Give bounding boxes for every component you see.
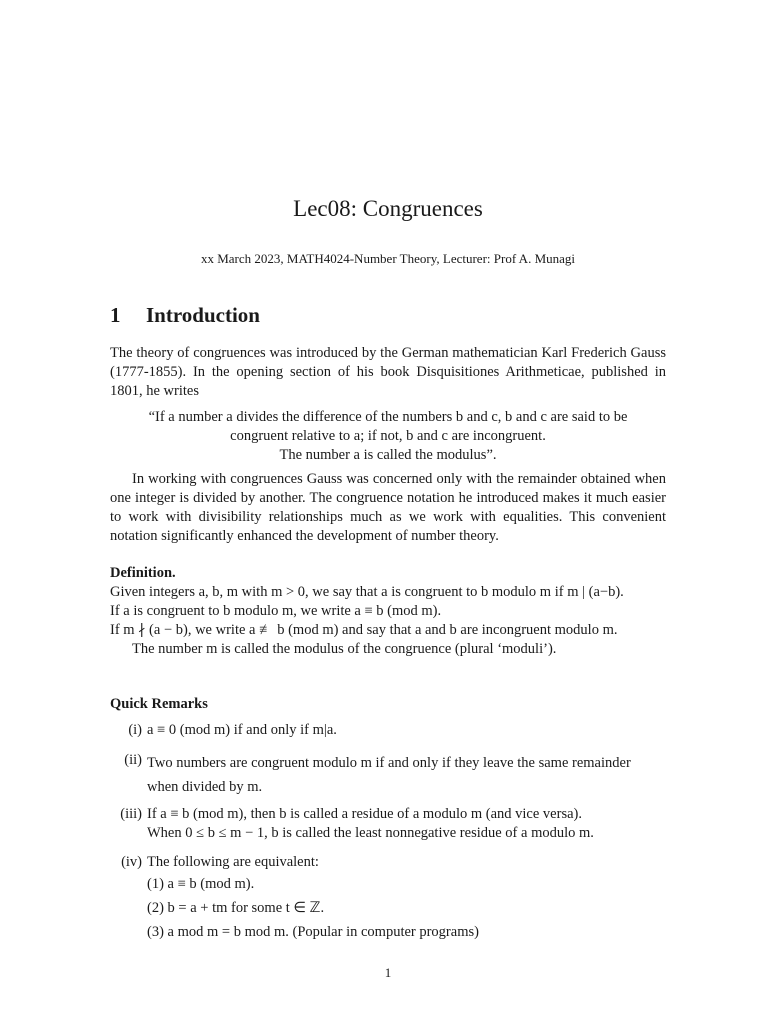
notation-paragraph	[110, 470, 666, 546]
document-page	[110, 0, 666, 1024]
section-number: 1	[110, 303, 121, 327]
remark-content	[147, 853, 666, 944]
quote-line: “If a number a divides the difference of the numbers b and c, b and c are said to be	[148, 409, 628, 425]
definition-heading: Definition.	[110, 565, 176, 581]
remark-line: When 0 ≤ b ≤ m − 1, b is called the least nonnegative residue of a modulo m.	[147, 825, 594, 841]
equivalence-item: (2) b = a + tm for some t ∈ ℤ.	[147, 900, 325, 916]
definition-line: The number m is called the modulus of the congruence (plural ‘moduli’).	[132, 641, 557, 657]
definition-line: If m ∤ (a − b), we write a ≢ b (mod m) and say that a and b are incongruent modulo m.	[110, 622, 618, 638]
remark-label: (iv)	[121, 854, 142, 870]
remark-line: Two numbers are congruent modulo m if and only if they leave the same remainder	[147, 755, 631, 771]
document-subtitle: xx March 2023, MATH4024-Number Theory, Lecturer: Prof A. Munagi	[200, 251, 576, 266]
remark-label: (i)	[128, 722, 142, 738]
remark-label: (ii)	[124, 752, 142, 768]
remark-line: The following are equivalent:	[147, 854, 319, 870]
remark-line: If a ≡ b (mod m), then b is called a residue of a modulo m (and vice versa).	[147, 806, 582, 822]
definition-body	[110, 583, 666, 659]
equivalence-item: (3) a mod m = b mod m. (Popular in computer programs)	[147, 924, 479, 940]
remark-line: a ≡ 0 (mod m) if and only if m|a.	[147, 722, 337, 738]
section-heading	[110, 303, 260, 328]
gauss-quote	[118, 408, 658, 465]
definition-line: If a is congruent to b modulo m, we write a ≡ b (mod m).	[110, 603, 442, 619]
remark-line: when divided by m.	[147, 779, 263, 795]
notation-paragraph-text: In working with congruences Gauss was concerned only with the remainder obtained when one integer is divided by another. The congruence notation he introduced makes it much easier to work with divisibility relationships much as we work with equalities. This convenient notation significantly enhanced the development of number theory.	[110, 471, 666, 544]
document-title: Lec08: Congruences	[293, 196, 483, 221]
remarks-heading: Quick Remarks	[110, 696, 208, 712]
definition-line: Given integers a, b, m with m > 0, we say that a is congruent to b modulo m if m | (a−b).	[110, 584, 624, 600]
remark-content	[147, 721, 666, 740]
equivalence-item: (1) a ≡ b (mod m).	[147, 876, 255, 892]
quote-line: congruent relative to a; if not, b and c are incongruent.	[230, 428, 546, 444]
remark-content	[147, 751, 666, 799]
page-number: 1	[384, 965, 392, 980]
quote-line: The number a is called the modulus”.	[279, 447, 497, 463]
remark-content	[147, 805, 666, 843]
remark-label: (iii)	[120, 806, 142, 822]
section-title: Introduction	[146, 303, 260, 327]
intro-paragraph: The theory of congruences was introduced by the German mathematician Karl Frederich Gauss (1777-1855). In the opening section of his book Disquisitiones Arithmeticae, published in 1801, he writes	[110, 345, 666, 399]
equivalence-list	[147, 872, 666, 944]
